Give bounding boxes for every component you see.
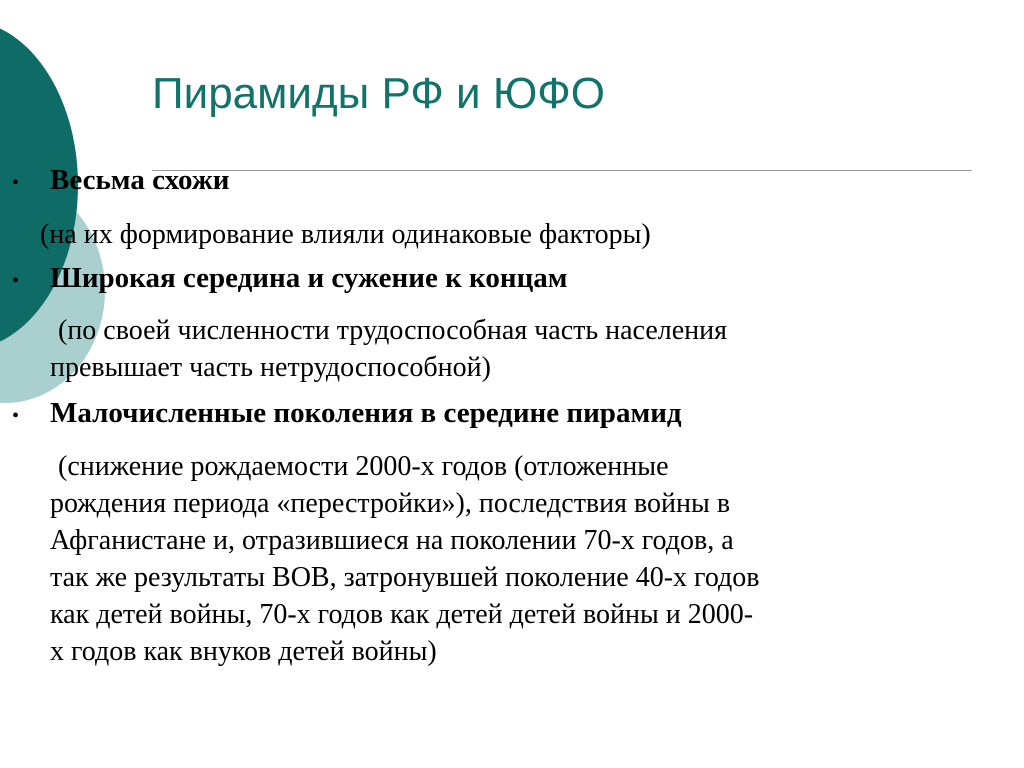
bullet-heading-3: Малочисленные поколения в середине пирамид [50,397,682,429]
detail-line: х годов как внуков детей войны) [50,636,437,667]
slide-title: Пирамиды РФ и ЮФО [152,69,605,118]
detail-line: как детей войны, 70-х годов как детей детей войны и 2000- [50,599,754,630]
detail-line: рождения периода «перестройки»), последствия войны в [50,488,731,519]
bullet-marker: • [12,270,20,292]
detail-line: (по своей численности трудоспособная часть населения [58,315,727,346]
detail-line: (снижение рождаемости 2000-х годов (отложенные [58,451,669,482]
bullet-marker: • [12,172,20,194]
bullet-detail-3 [50,448,760,670]
bullet-detail-2 [50,312,727,386]
detail-line: так же результаты ВОВ, затронувшей поколение 40-х годов [50,562,760,593]
bullet-detail-1 [40,216,651,253]
detail-line: Афганистане и, отразившиеся на поколении 70-х годов, а [50,525,734,556]
detail-line: (на их формирование влияли одинаковые факторы) [40,219,651,250]
bullet-heading-1: Весьма схожи [50,164,230,196]
bullet-marker: • [12,405,20,427]
bullet-heading-2: Широкая середина и сужение к концам [50,262,568,294]
detail-line: превышает часть нетрудоспособной) [50,352,491,383]
